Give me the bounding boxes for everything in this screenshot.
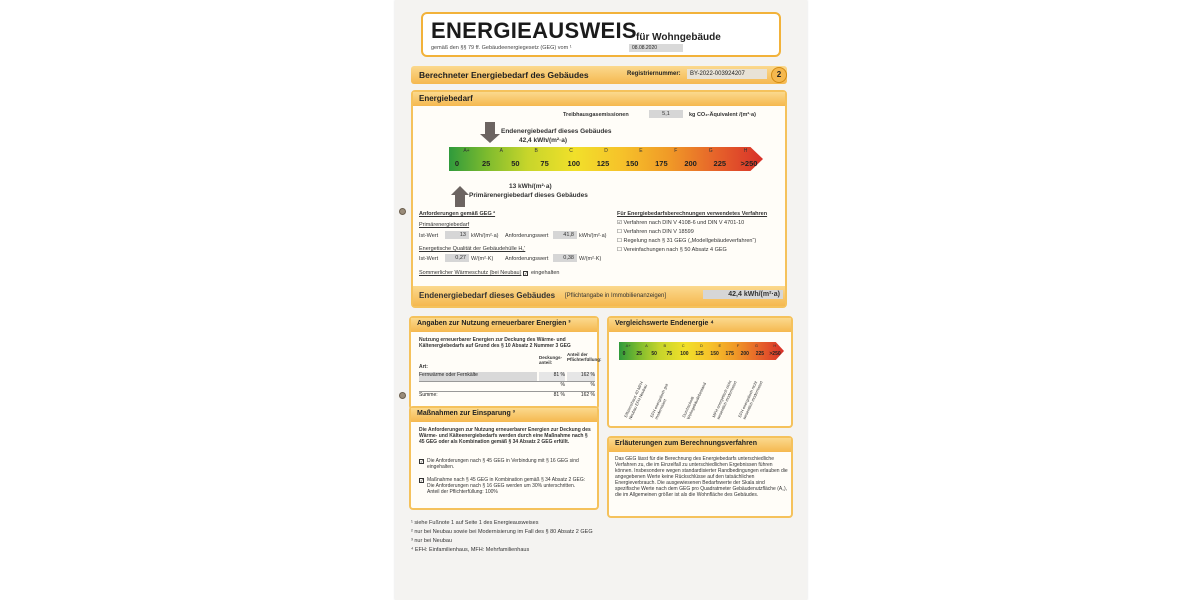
end-energy-arrow-icon — [485, 122, 495, 134]
scale-tick-label: 0 — [454, 159, 460, 168]
comparison-box — [607, 316, 793, 428]
comparison-class-label: H — [773, 343, 777, 348]
document-subtitle: für Wohngebäude — [636, 32, 721, 43]
end-energy-arrow-head-icon — [480, 134, 500, 143]
scale-tick-label: 150 — [625, 159, 639, 168]
col-anteil: Deckungs-anteil: — [539, 355, 563, 365]
comparison-class-label: D — [700, 343, 703, 348]
comparison-tick-label: 175 — [725, 351, 734, 357]
registration-label: Registriernummer: — [627, 71, 681, 77]
comparison-tick-label: 225 — [755, 351, 765, 357]
scale-class-label: D — [604, 148, 608, 154]
col-art: Art: — [419, 364, 428, 370]
comparison-building-label: EFH energetisch gut modernisiert — [649, 382, 669, 421]
scale-tick-label: 50 — [511, 159, 520, 168]
savings-checkbox-1[interactable]: ✓ — [420, 459, 424, 464]
scale-tick-label: 225 — [713, 159, 727, 168]
savings-item-2: Maßnahme nach § 45 GEG in Kombination gemäß § 34 Absatz 2 GEG: Die Anforderungen nach § 16 GEG werden um 30% unterschritten. Anteil der Pflichterfüllung: 100% — [427, 477, 586, 495]
co2-value: 5,1 — [649, 110, 683, 118]
method-item[interactable] — [617, 220, 756, 226]
envelope-quality-title: Energetische Qualität der Gebäudehülle H꜀' — [419, 246, 526, 252]
savings-item-1: Die Anforderungen nach § 45 GEG in Verbindung mit § 16 GEG sind eingehalten. — [427, 458, 579, 470]
title-box — [421, 12, 781, 57]
end-energy-bar-label: Endenergiebedarf dieses Gebäudes — [419, 291, 556, 300]
renewables-title: Angaben zur Nutzung erneuerbarer Energien ³ — [411, 318, 597, 332]
method-label: Vereinfachungen nach § 50 Absatz 4 GEG — [623, 247, 727, 253]
scale-class-label: B — [534, 148, 538, 154]
footnote: ⁴ EFH: Einfamilienhaus, MFH: Mehrfamilienhaus — [411, 547, 530, 553]
page-number-badge: 2 — [771, 67, 787, 83]
method-list — [617, 220, 756, 253]
envelope-requirement-label: Anforderungswert — [505, 256, 549, 262]
method-item[interactable] — [617, 247, 756, 253]
scale-tick-label: >250 — [740, 159, 758, 168]
scale-class-label: G — [708, 148, 713, 154]
comparison-tick-label: 150 — [710, 351, 719, 357]
comparison-building-label: MFH energetisch nicht wesentlich modernisiert — [711, 379, 738, 421]
comparison-tick-label: 50 — [651, 351, 657, 357]
scale-ticks — [449, 159, 763, 169]
footnote: ³ nur bei Neubau — [411, 538, 452, 544]
checkbox-icon[interactable]: ☐ — [617, 229, 622, 235]
scale-class-label: H — [743, 148, 748, 154]
comparison-class-label: E — [718, 343, 722, 348]
scale-class-label: A — [499, 148, 503, 154]
method-item[interactable] — [617, 229, 756, 235]
envelope-requirement-value: 0,38 — [553, 254, 577, 262]
comparison-tick-label: 125 — [695, 351, 704, 357]
savings-checkbox-2[interactable]: ✓ — [420, 478, 424, 483]
scale-tick-label: 175 — [655, 159, 668, 168]
primary-energy-label: Primärenergiebedarf dieses Gebäudes — [469, 192, 588, 199]
col-pflicht: Anteil der Pflichterfüllung: — [567, 352, 602, 362]
method-item[interactable] — [617, 238, 756, 244]
comparison-tick-label: 100 — [680, 351, 689, 357]
summer-protection-value: eingehalten — [531, 270, 560, 276]
punch-hole — [399, 208, 406, 215]
document-title: ENERGIEAUSWEIS — [431, 18, 637, 43]
table-cell: 162 % — [580, 392, 595, 398]
renewables-intro: Nutzung erneuerbarer Energien zur Deckung des Wärme- und Kältenergiebedarfs auf Grund des § 10 Absatz 2 Nummer 3 GEG — [419, 337, 571, 349]
co2-label: Treibhausgasemissionen — [563, 112, 629, 118]
table-cell: % — [560, 382, 565, 388]
explanation-title: Erläuterungen zum Berechnungsverfahren — [609, 438, 791, 452]
registration-number: BY-2022-003924207 — [687, 69, 767, 79]
co2-unit: kg CO₂-Äquivalent /(m²·a) — [689, 112, 756, 118]
comparison-class-label: A+ — [625, 343, 631, 348]
method-label: Verfahren nach DIN V 4108-6 und DIN V 4701-10 — [623, 220, 745, 226]
actual-value-label: Ist-Wert — [419, 233, 439, 239]
primary-energy-value: 13 kWh/(m²·a) — [509, 183, 552, 190]
footnote: ² nur bei Neubau sowie bei Modernisierung im Fall des § 80 Absatz 2 GEG — [411, 529, 593, 535]
checkbox-icon[interactable]: ☐ — [617, 238, 622, 244]
method-label: Verfahren nach DIN V 18599 — [623, 229, 694, 235]
method-label: Regelung nach § 31 GEG („Modellgebäudeverfahren“) — [623, 238, 757, 244]
table-cell: 81 % — [539, 372, 565, 381]
end-energy-bar-hint: [Pflichtangabe in Immobilienanzeigen] — [565, 293, 667, 299]
scale-class-label: E — [639, 148, 643, 154]
end-energy-bar — [413, 286, 785, 306]
punch-hole — [399, 392, 406, 399]
summer-protection-checkbox[interactable]: ✓ — [524, 271, 528, 276]
energiebedarf-title: Energiebedarf — [413, 92, 785, 106]
actual-value: 13 — [445, 231, 469, 239]
table-cell: 81 % — [553, 392, 565, 398]
scale-class-label: C — [569, 148, 573, 154]
primary-energy-arrow-head-icon — [451, 186, 469, 195]
savings-box — [409, 406, 599, 510]
envelope-actual-value: 0,27 — [445, 254, 469, 262]
scale-class-label: A+ — [463, 148, 470, 154]
comparison-building-label: Durchschnitt Wohngebäudebestand — [681, 381, 708, 421]
requirement-unit: kWh/(m²·a) — [579, 233, 607, 239]
end-energy-bar-value: 42,4 kWh/(m²·a) — [703, 290, 783, 299]
summer-protection-label: Sommerlicher Wärmeschutz (bei Neubau) — [419, 270, 522, 276]
requirements-title: Anforderungen gemäß GEG ² — [419, 211, 496, 217]
primary-demand-title: Primärenergiebedarf — [419, 222, 470, 228]
energy-scale — [449, 147, 763, 179]
envelope-actual-unit: W/(m²·K) — [471, 256, 494, 262]
scale-class-label: F — [674, 148, 678, 154]
comparison-title: Vergleichswerte Endenergie ⁴ — [609, 318, 791, 332]
comparison-tick-label: 25 — [636, 351, 642, 357]
comparison-tick-label: 0 — [622, 351, 626, 357]
section-band — [411, 66, 787, 84]
law-reference: gemäß den §§ 79 ff. Gebäudeenergiegesetz (GEG) vom ¹ — [431, 45, 572, 51]
law-date: 08.08.2020 — [629, 44, 683, 52]
checkbox-icon[interactable]: ☐ — [617, 247, 622, 253]
comparison-tick-label: 75 — [666, 351, 673, 357]
comparison-class-label: G — [754, 343, 759, 348]
comparison-tick-label: >250 — [769, 351, 781, 357]
scale-tick-label: 100 — [567, 159, 581, 168]
table-cell — [419, 382, 537, 391]
method-title: Für Energiebedarfsberechnungen verwendetes Verfahren — [617, 211, 768, 217]
comparison-class-label: A — [645, 343, 648, 348]
savings-intro: Die Anforderungen zur Nutzung erneuerbarer Energien zur Deckung des Wärme- und Kälteenergiebedarfs werden durch eine Maßnahme nach § 45 GEG oder als Kombination gemäß § 34 Absatz 2 GEG erfüllt. — [419, 427, 591, 445]
table-cell: 162 % — [567, 372, 595, 381]
explanation-text: Das GEG lässt für die Berechnung des Energiebedarfs unterschiedliche Verfahren zu, die im Einzelfall zu unterschiedlichen Ergebnissen führen können. Insbesondere wegen standardisierter Randbedingungen erlauben die angegebenen Werte keine Rückschlüsse auf den tatsächlichen Energieverbrauch. Die ausgewiesenen Bedarfswerte der Skala sind spezifische Werte nach dem GEG pro Quadratmeter Gebäudenutzfläche (A꜀), die im Allgemeinen größer ist als die Wohnfläche des Gebäudes. — [615, 456, 788, 498]
actual-value-unit: kWh/(m²·a) — [471, 233, 499, 239]
end-energy-value: 42,4 kWh/(m²·a) — [519, 137, 568, 144]
comparison-class-label: F — [736, 343, 740, 348]
footnote: ¹ siehe Fußnote 1 auf Seite 1 des Energieausweises — [411, 520, 539, 526]
end-energy-label: Endenergiebedarf dieses Gebäudes — [501, 128, 612, 135]
scale-classes — [449, 147, 763, 156]
requirement-label: Anforderungswert — [505, 233, 549, 239]
checkbox-icon[interactable]: ☑ — [617, 220, 622, 226]
scale-tick-label: 25 — [482, 159, 491, 168]
comparison-classes — [619, 342, 784, 349]
comparison-ticks — [619, 351, 784, 360]
table-cell: Fernwärme oder Fernkälte — [419, 372, 537, 381]
primary-energy-arrow-icon — [455, 195, 465, 207]
envelope-requirement-unit: W/(m²·K) — [579, 256, 602, 262]
requirement-value: 41,8 — [553, 231, 577, 239]
comparison-labels — [619, 366, 789, 426]
comparison-class-label: C — [681, 343, 685, 348]
scale-tick-label: 125 — [596, 159, 610, 168]
section-title: Berechneter Energiebedarf des Gebäudes — [419, 70, 589, 80]
explanation-box — [607, 436, 793, 518]
table-row — [419, 392, 595, 402]
energiebedarf-box — [411, 90, 787, 308]
comparison-building-label: Effizienzhaus 40 MFH Neubau EFH Neubau — [623, 380, 649, 421]
table-row — [419, 382, 595, 392]
envelope-actual-label: Ist-Wert — [419, 256, 439, 262]
table-row — [419, 372, 595, 382]
table-cell: Summe: — [419, 392, 438, 398]
energy-certificate-page — [395, 0, 807, 600]
renewables-table — [419, 372, 595, 402]
comparison-tick-label: 200 — [740, 351, 749, 357]
table-cell: % — [590, 382, 595, 388]
renewables-box — [409, 316, 602, 410]
savings-title: Maßnahmen zur Einsparung ³ — [411, 408, 597, 422]
comparison-class-label: B — [663, 343, 667, 348]
comparison-building-label: EFH energetisch nicht wesentlich modernisiert — [737, 380, 764, 421]
scale-tick-label: 200 — [684, 159, 697, 168]
comparison-scale — [619, 342, 784, 364]
scale-tick-label: 75 — [540, 159, 549, 168]
